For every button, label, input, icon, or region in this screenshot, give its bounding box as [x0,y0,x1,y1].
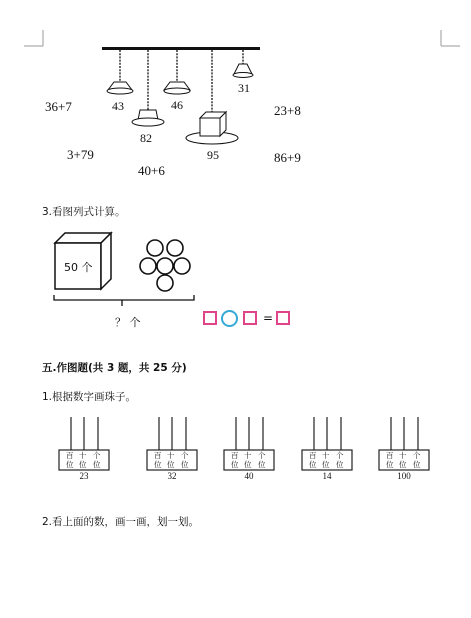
expression: 40+6 [138,163,165,178]
abacus-column-label: 十 位 [167,451,175,469]
abacus-column-label: 十 位 [244,451,252,469]
abacus-column-label: 个 位 [413,451,421,469]
answer-circle[interactable] [221,310,238,327]
lamp-95-icon [186,112,238,144]
lamp-value: 31 [238,81,250,95]
section-5-title: 五.作图题(共 3 题，共 25 分) [42,362,187,374]
expression: 36+7 [45,99,72,114]
abacus[interactable] [377,417,431,487]
abacus-column-label: 百 位 [231,451,239,469]
abacus-number: 100 [397,471,411,481]
lamp-46-icon [164,82,190,94]
abacus[interactable] [222,417,276,487]
box-label: 50 个 [64,261,93,274]
abacus-column-label: 个 位 [258,451,266,469]
answer-box-1[interactable] [203,311,217,325]
question-2-title: 2.看上面的数，画一画，划一划。 [42,516,200,528]
question-1-title: 1.根据数字画珠子。 [42,391,137,403]
lamp-value: 82 [140,131,152,145]
abacus-column-label: 百 位 [386,451,394,469]
abacus-column-label: 个 位 [181,451,189,469]
lamp-43-icon [107,82,133,94]
abacus-column-label: 十 位 [399,451,407,469]
abacus-column-label: 十 位 [79,451,87,469]
crop-mark-top-right [440,30,460,48]
lamp-value: 95 [207,148,219,162]
expression: 3+79 [67,147,94,162]
expression: 86+9 [274,150,301,165]
lamp-31-icon [233,64,253,78]
abacus-column-label: 百 位 [154,451,162,469]
crop-mark-top-left [24,30,44,48]
abacus-column-label: 个 位 [336,451,344,469]
equals-sign: = [263,311,274,325]
abacus[interactable] [145,417,199,487]
question-3-title: 3.看图列式计算。 [42,206,126,218]
abacus-column-label: 十 位 [322,451,330,469]
brace-icon [52,294,197,310]
abacus-column-label: 个 位 [93,451,101,469]
abacus-number: 32 [167,471,177,481]
abacus-number: 14 [322,471,332,481]
abacus[interactable] [300,417,354,487]
abacus-column-label: 百 位 [309,451,317,469]
answer-box-3[interactable] [276,311,290,325]
abacus-number: 40 [244,471,254,481]
flower-circles-icon [138,238,194,294]
brace-label: ？ 个 [115,316,141,329]
answer-box-2[interactable] [243,311,257,325]
lamp-82-icon [132,110,164,126]
expression: 23+8 [274,103,301,118]
abacus[interactable] [57,417,111,487]
abacus-number: 23 [79,471,89,481]
abacus-column-label: 百 位 [66,451,74,469]
lamp-value: 43 [112,99,124,113]
lamp-value: 46 [171,98,183,112]
